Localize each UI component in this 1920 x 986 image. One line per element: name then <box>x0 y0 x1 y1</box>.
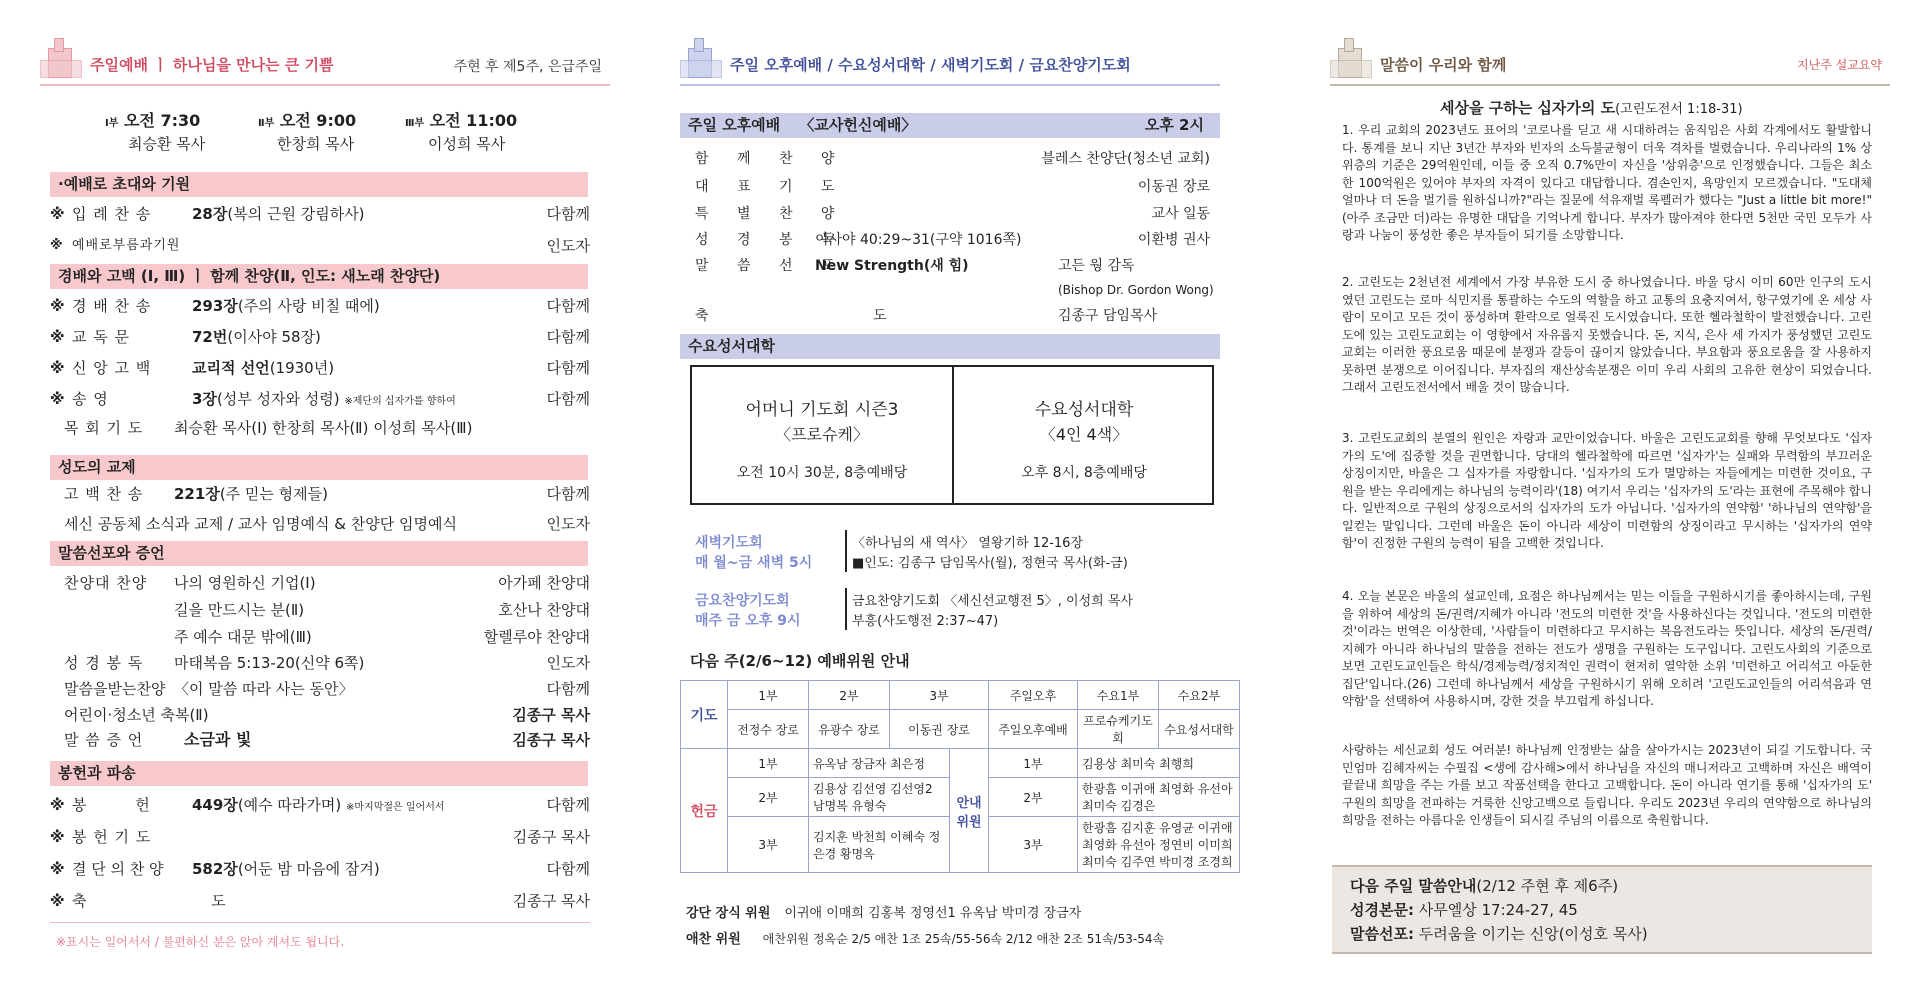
table-header: 3부 <box>890 681 989 710</box>
table-cell: 1부 <box>728 749 809 778</box>
table-cell: 1부 <box>989 749 1078 778</box>
afternoon-row: 함 께 찬 양 블레스 찬양단(청소년 교회) <box>695 151 1210 167</box>
table-cell: 프로슈케기도회 <box>1078 710 1159 749</box>
afternoon-row: 성 경 봉 독 이사야 40:29~31(구약 1016쪽) 이환병 권사 <box>695 232 1210 248</box>
table-header: 수요2부 <box>1159 681 1240 710</box>
friday-title: 금요찬양기도회 <box>695 593 790 609</box>
table-cell: 김용상 최미숙 최행희 <box>1078 749 1240 778</box>
service-1-time: Ⅰ부 오전 7:30 <box>105 111 201 130</box>
friday-scripture: 부흥(사도행전 2:37~47) <box>852 614 999 629</box>
afternoon-row: (Bishop Dr. Gordon Wong) <box>1058 283 1214 297</box>
afternoon-service-panel <box>680 0 1240 986</box>
duty-table <box>680 680 1240 873</box>
sermon-paragraph: 사랑하는 세신교회 성도 여러분! 하나님께 인정받는 삶을 살아가시는 2023년이 되길 기도합니다. 국민엄마 김혜자씨는 수필집 <생에 감사해>에서 하나님을 자신의 매니저라고 고백하며 자신은 배역이 끝끝내 희망을 주는 가를 보고 작품선택을 한다고 고백합니다. 돈이 아니라 연기를 통해 '십자가의 도' 구원의 희망을 전파하는 거룩한 신앙고백으로 들립니다. 우리도 2023년 우리의 연약함으로 하나님의 희망을 전하는 아름다운 인생들이 되시길 주님의 이름으로 축원합니다. <box>1342 743 1872 827</box>
section-worship-confession: 경배와 고백 (Ⅰ, Ⅲ) ㅣ 함께 찬양(Ⅱ, 인도: 새노래 찬양단) <box>50 264 588 289</box>
table-header: 수요1부 <box>1078 681 1159 710</box>
prayer-label: 기도 <box>681 681 728 749</box>
dawn-leaders: ■인도: 김종구 담임목사(월), 정현국 목사(화-금) <box>852 556 1128 571</box>
sermon-summary-panel <box>1320 0 1890 986</box>
next-sermon-title: 다음 주일 말씀안내(2/12 주현 후 제6주) <box>1350 877 1619 895</box>
panel2-header <box>680 44 1220 86</box>
order-row: ※ 경 배 찬 송 293장(주의 사랑 비칠 때에) 다함께 <box>50 297 590 315</box>
service-2-pastor: 한창희 목사 <box>277 135 355 153</box>
divider <box>845 530 847 572</box>
table-cell: 2부 <box>989 778 1078 817</box>
guide-label: 안내 위원 <box>950 749 989 873</box>
wednesday-bar: 수요성서대학 <box>680 334 1220 359</box>
next-week-title: 다음 주(2/6~12) 예배위원 안내 <box>690 652 910 670</box>
table-cell: 유옥남 장금자 최은정 <box>809 749 950 778</box>
panel2-title: 주일 오후예배 / 수요성서대학 / 새벽기도회 / 금요찬양기도회 <box>730 56 1131 74</box>
order-row: 말 씀 증 언 소금과 빛 김종구 목사 <box>64 730 590 749</box>
service-3-time: Ⅲ부 오전 11:00 <box>405 111 518 130</box>
divider <box>50 922 590 923</box>
table-header: 주일오후 <box>989 681 1078 710</box>
panel1-header <box>40 44 610 86</box>
order-row: 주 예수 대문 밖에(Ⅲ) 할렐루야 찬양대 <box>174 628 590 646</box>
wednesday-box <box>690 365 1214 505</box>
table-cell: 3부 <box>989 817 1078 873</box>
church-icon <box>40 38 80 80</box>
next-sermon-box <box>1332 865 1872 954</box>
service-2-time: Ⅱ부 오전 9:00 <box>258 111 357 130</box>
table-cell: 김지훈 박천희 이혜숙 정은경 황명옥 <box>809 817 950 873</box>
order-row: ※ 봉 헌 449장(예수 따라가며) ※마지막절은 일어서서 다함께 <box>50 796 590 814</box>
friday-detail: 금요찬양기도회 〈세신선교행전 5〉, 이성희 목사 <box>852 594 1133 609</box>
order-row: 세신 공동체 소식과 교제 / 교사 임명예식 & 찬양단 임명예식 인도자 <box>64 515 590 533</box>
afternoon-row: 대 표 기 도 이동권 장로 <box>695 179 1210 195</box>
order-row: 어린이·청소년 축복(Ⅱ) 김종구 목사 <box>64 706 590 724</box>
friday-sub: 매주 금 오후 9시 <box>695 613 801 629</box>
sermon-title: 세상을 구하는 십자가의 도(고린도전서 1:18-31) <box>1440 99 1743 117</box>
footer-note: ※표시는 일어서서 / 불편하신 분은 앉아 계셔도 됩니다. <box>56 935 345 949</box>
table-header: 2부 <box>809 681 890 710</box>
dawn-title: 새벽기도회 <box>695 535 763 551</box>
order-row: ※ 신 앙 고 백 교리적 선언(1930년) 다함께 <box>50 359 590 377</box>
section-invitation: ·예배로 초대와 기원 <box>50 172 588 197</box>
order-row: ※ 입 례 찬 송 28장(복의 근원 강림하사) 다함께 <box>50 205 590 223</box>
offering-label: 헌금 <box>681 749 728 873</box>
panel3-header <box>1330 44 1890 86</box>
order-row: 목 회 기 도 최승환 목사(Ⅰ) 한창희 목사(Ⅱ) 이성희 목사(Ⅲ) <box>64 419 473 437</box>
panel1-title: 주일예배 ㅣ 하나님을 만나는 큰 기쁨 <box>90 56 334 74</box>
sermon-paragraph: 3. 고린도교회의 분열의 원인은 자랑과 교만이었습니다. 바울은 고린도교회를 향해 무엇보다도 '십자가의 도'에 집중할 것을 권면합니다. 당대의 헬라철학에 따르면 '십자가'는 실패와 무력함의 부끄러운 상징이지만, 바울은 그 십자가를 자랑합니다. '십자가의 도가 멸망하는 자들에게는 미련한 것이요, 구원을 받는 우리에게는 하나님의 능력이라'(18) 여기서 우리는 '십자가의 도'라는 표현에 주목해야 합니다. 일반적으로 구원의 상징으로서의 십자가의 도가 아닙니다. '십자가의 연약함' '하나님의 연약함'을 일컫는 말입니다. 그런데 바울은 돈이 아니라 세상이 미련함의 상징이라고 무시하는 '십자가의 연약함'이 진정한 구원의 능력이 됨을 고백한 것입니다. <box>1342 431 1872 550</box>
table-cell: 유광수 장로 <box>809 710 890 749</box>
panel3-subtitle: 지난주 설교요약 <box>1797 58 1882 72</box>
church-icon <box>1330 38 1370 80</box>
panel3-title: 말씀이 우리와 함께 <box>1380 56 1507 74</box>
section-fellowship: 성도의 교제 <box>50 455 588 480</box>
table-cell: 2부 <box>728 778 809 817</box>
order-row: ※ 봉 헌 기 도 김종구 목사 <box>50 828 590 846</box>
order-row: 성 경 봉 독 마태복음 5:13-20(신약 6쪽) 인도자 <box>64 654 590 672</box>
divider <box>845 588 847 630</box>
order-row: 찬양대 찬양 나의 영원하신 기업(Ⅰ) 아가페 찬양대 <box>64 574 590 592</box>
table-cell: 한광흠 이귀애 최영화 유선아 최미숙 김경은 <box>1078 778 1240 817</box>
bible-college-card: 수요성서대학 〈4인 4색〉 오후 8시, 8층예배당 <box>1021 400 1147 481</box>
order-row: 길을 만드시는 분(Ⅱ) 호산나 찬양대 <box>174 601 590 619</box>
church-icon <box>680 38 720 80</box>
order-row: ※ 송 영 3장(성부 성자와 성령) ※제단의 십자가를 향하여 다함께 <box>50 390 590 408</box>
table-cell: 3부 <box>728 817 809 873</box>
order-row: ※ 예배로부름과기원 인도자 <box>50 237 590 255</box>
order-row: 고 백 찬 송 221장(주 믿는 형제들) 다함께 <box>64 485 590 503</box>
table-header: 1부 <box>728 681 809 710</box>
afternoon-service-bar: 주일 오후예배 〈교사헌신예배〉 오후 2시 <box>680 113 1220 138</box>
table-cell: 전정수 장로 <box>728 710 809 749</box>
prayer-meeting-card: 어머니 기도회 시즌3 〈프로슈케〉 오전 10시 30분, 8층예배당 <box>692 367 954 503</box>
order-row: ※ 축 도 김종구 목사 <box>50 892 590 910</box>
sermon-paragraph: 2. 고린도는 2천년전 세계에서 가장 부유한 도시 중 하나였습니다. 바울 당시 이미 60만 인구의 도시였던 고린도는 로마 식민지를 통괄하는 수도의 역할을 하고 교통의 요충지여서, 항구였기에 온 세상 사람이 모이고 모든 것이 풍성하며 환락으로 얼룩진 도시였습니다. 또한 헬라철학이 발전했습니다. 고린도에 있는 고린도교회는 이 영향에서 자유롭지 못했습니다. 돈, 지식, 은사 세 가지가 풍성했던 고린도교회는 이러한 풍요로움 때문에 분쟁과 갈등이 끊이지 않았습니다. 부요함과 풍요로움을 잘 사용하지 못하면 분쟁으로 이어집니다. 부자집의 재산상속분쟁은 이미 우리 사회의 고유한 현상이 되었습니다. 그래서 고린도전서에서 배울 것이 많습니다. <box>1342 275 1872 394</box>
afternoon-row: 말 씀 선 포 New Strength(새 힘) 고든 웡 감독 <box>695 258 1135 274</box>
service-1-pastor: 최승환 목사 <box>128 135 206 153</box>
service-3-pastor: 이성희 목사 <box>428 135 506 153</box>
table-cell: 수요성서대학 <box>1159 710 1240 749</box>
afternoon-row: 특 별 찬 양 교사 일동 <box>695 206 1210 222</box>
order-row: 말씀을받는찬양 〈이 말씀 따라 사는 동안〉 다함께 <box>64 680 590 698</box>
next-scripture: 성경본문: 사무엘상 17:24-27, 45 <box>1350 901 1578 919</box>
section-offering: 봉헌과 파송 <box>50 761 588 786</box>
afternoon-row: 축 도 김종구 담임목사 <box>695 308 1158 324</box>
sermon-paragraph: 1. 우리 교회의 2023년도 표어의 '코로나를 딛고 새 시대하려는 움직임은 사회 각계에서도 활발합니다. 통계를 보니 지난 3년간 부자와 빈자의 소득불균형이 더욱 격차를 벌렸습니다. 우리나라의 1% 상위층의 기준은 29억원인데, 이들 중 오직 0.7%만이 자신을 '상위층'으로 인정했습니다. 그들은 최소한 100억원은 있어야 부자의 자격이 있다고 대답합니다. 겸손인지, 욕망인지 모르겠습니다. "도대체 얼마나 더 돈을 벌기를 원하십니까?"라는 질문에 석유재벌 록펠러가 했다는 "Just a little bit more!"(아주 조금만 더)라는 유명한 대답을 기억나게 합니다. 부자가 많아져야 한다면 5천만 국민 모두가 사랑과 나눔이 풍성한 좋은 부자들이 되기를 소망합니다. <box>1342 123 1872 242</box>
table-cell: 한광흠 김지훈 유영균 이귀애 최영화 유선아 정연비 이미희 최미숙 김주연 박미경 조경희 <box>1078 817 1240 873</box>
panel1-week: 주현 후 제5주, 은급주일 <box>453 59 602 75</box>
fellowship-meal: 애찬 위원 애찬위원 정옥순 2/5 애찬 1조 25속/55-56속 2/12 애찬 2조 51속/53-54속 <box>686 932 1165 947</box>
order-row: ※ 결 단 의 찬 양 582장(어둔 밤 마음에 잠겨) 다함께 <box>50 860 590 878</box>
table-cell: 김용상 김선영 김선영2 남명복 유형숙 <box>809 778 950 817</box>
table-cell: 주일오후예배 <box>989 710 1078 749</box>
sunday-service-panel <box>30 0 610 986</box>
sermon-paragraph: 4. 오늘 본문은 바울의 설교인데, 요점은 하나님께서는 믿는 이들을 구원하시기를 좋아하시는데, 구원을 위하여 세상의 돈/권력/지혜가 아니라 '전도의 미련한 것'을 사용하신다는 것입니다. '전도의 미련한 것'이라는 번역은 이상한데, '사람들이 미련하다고 무시하는 복음전도라는 뜻입니다. 세상의 돈/권력/지혜가 아니라 하나님의 말씀을 전하는 전도가 생명을 구원하는 도구입니다. 고린도사회의 기준으로 보면 고린도교인들은 학식/경제능력/정치적인 권력이 현저히 열악한 소위 '미련하고 어리석고 아둔한 집단'입니다.(26) 그런데 하나님께서 세상을 구원하시기 위해 오히려 '고린도교인들의 어리석음과 연약함'을 선택하여 사용하시며, 강한 것을 부끄럽게 하십니다. <box>1342 589 1872 708</box>
order-row: ※ 교 독 문 72번(이사야 58장) 다함께 <box>50 328 590 346</box>
altar-decoration: 강단 장식 위원 이귀애 이매희 김홍복 정영선1 유옥남 박미경 장금자 <box>686 906 1082 921</box>
dawn-sub: 매 월~금 새벽 5시 <box>695 555 813 571</box>
dawn-detail: 〈하나님의 새 역사〉 열왕기하 12-16장 <box>852 536 1084 551</box>
section-word: 말씀선포와 증언 <box>50 541 588 566</box>
table-cell: 이동권 장로 <box>890 710 989 749</box>
next-sermon: 말씀선포: 두려움을 이기는 신앙(이성호 목사) <box>1350 925 1648 943</box>
